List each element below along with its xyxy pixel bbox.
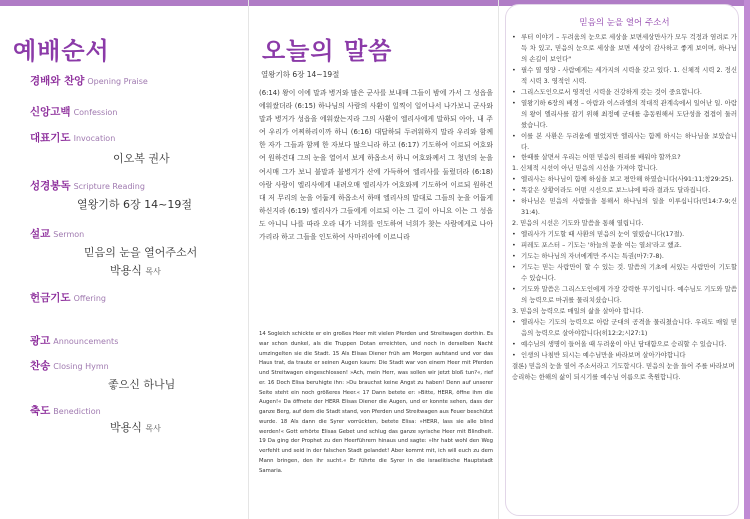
section-opening-praise: 경배와 찬양 Opening Praise [30, 75, 148, 87]
section-invocation: 대표기도 Invocation [30, 132, 116, 144]
sermon-note-point: 1. 신체적 시선이 아닌 믿음의 시선을 가져야 합니다. [512, 164, 658, 173]
sermon-note-bullet: • 한때를 살면서 우리는 어떤 믿음의 원리를 배워야 할까요? [512, 152, 737, 163]
sermon-note-bullet: • 피레도 포스터 – 기도는 '하늘의 문을 여는 열쇠'라고 했죠. [512, 240, 737, 251]
scripture-panel [249, 0, 498, 519]
sermon-note-bullet: • 루터 이야기 – 두려움의 눈으로 세상을 보면세상만사가 모두 걱정과 염려로 가득 차 있고, 믿음의 눈으로 세상을 보면 세상이 감사하고 좋게 보이며, 하나님의 손길이 보인다" [512, 32, 737, 65]
sermon-notes-title: 믿음의 눈을 열어 주소서 [579, 18, 670, 28]
korean-scripture-text: (6:14) 왕이 이에 말과 병거와 많은 군사를 보내매 그들이 밤에 가서 그 성읍을 에워쌌더라 (6:15) 하나님의 사람의 사환이 일찍이 일어나서 나가보니 군사와 말과 병거가 성읍을 에워쌌는지라 그의 사환이 엘리사에게 말하되 아아, 내 주여 우리가 어찌하리이까 하니 (6:16) 대답하되 두려워하지 말라 우리와 함께 한 자가 그들과 함께 한 자보다 많으니라 하고 (6:17) 기도하여 이르되 여호와여 원하건대 그의 눈을 열어서 보게 하옵소서 하니 여호와께서 그 청년의 눈을 여시매 그가 보니 불말과 불병거가 산에 가득하여 엘리사를 둘렀더라 (6:18) 아람 사람이 엘리사에게 내려오매 엘리사가 여호와께 기도하여 이르되 원하건대 저 무리의 눈을 어둡게 하옵소서 하매 엘리사의 말대로 그들의 눈을 어둡게 하신지라 (6:19) 엘리사가 그들에게 이르되 이는 그 길이 아니요 이는 그 성읍도 아니니 나를 따라 오라 내가 너희를 인도하여 너희가 찾는 사람에게로 나아가리라 하고 그들을 인도하여 사마리아에 이르니라 [259, 89, 493, 242]
invocation-person: 이오복 권사 [113, 152, 170, 165]
sermon-notes-list [512, 32, 737, 383]
sermon-note-bullet: • 이를 본 사환은 두려움에 떨었지만 엘리사는 함께 하시는 하나님을 보았습니다. [512, 131, 737, 153]
scripture-panel-reference: 열왕기하 6장 14~19절 [261, 70, 340, 79]
section-offering: 헌금기도 Offering [30, 292, 106, 304]
sermon-note-point: 3. 믿음의 능력으로 매일의 삶을 살아야 합니다. [512, 306, 644, 315]
sermon-preacher: 박용식 목사 [110, 264, 161, 277]
sermon-notes-panel [499, 0, 750, 519]
benediction-person: 박용식 목사 [110, 421, 161, 434]
sermon-note-bullet: • 똑같은 상황이라도 어떤 시선으로 보느냐에 따라 결과도 달라집니다. [512, 185, 737, 196]
section-confession: 신앙고백 Confession [30, 106, 118, 118]
scripture-panel-title: 오늘의 말씀 [262, 37, 393, 65]
sermon-note-bullet: • 그리스도인으로서 영적인 시력을 건강하게 갖는 것이 중요합니다. [512, 87, 737, 98]
sermon-note-bullet: • 하나님은 믿음의 사람들을 통해서 하나님의 일을 이루십니다(민14:7-9;신31:4). [512, 196, 737, 218]
german-scripture-text: 14 Sogleich schickte er ein großes Heer mit vielen Pferden und Streitwagen dorthin. Es war schon dunkel, als die Truppen Dotan erreichten, und noch in derselben Nacht umzingelten sie die Stadt. 15 Als Elisas Diener früh am Morgen aufstand und vor das Haus trat, da traute er seinen Augen kaum: Die Stadt war von einem Heer mit Pferden und Streitwagen eingeschlossen! »Ach, mein Herr, was sollen wir jetzt bloß tun?«, rief er. 16 Doch Elisa beruhigte ihn: »Du brauchst keine Angst zu haben! Denn auf unserer Seite steht ein noch größeres Heer.« 17 Dann betete er: »Bitte, HERR, öffne ihm die Augen!« Da öffnete der HERR Elisas Diener die Augen, und er konnte sehen, dass der ganze Berg, auf dem die Stadt stand, von Pferden und Streitwagen aus Feuer beschützt wurde. 18 Als dann die Syrer vorrückten, betete Elisa: »HERR, lass sie alle blind werden!« Gott erhörte Elisas Gebet und schlug das ganze syrische Heer mit Blindheit. 19 Da ging der Prophet zu den Heerführern hinaus und sagte: »Ihr habt wohl den Weg verfehlt und seid in der falschen Stadt gelandet! Aber kommt mit, ich will euch zu dem Mann bringen, den ihr sucht.« Er führte die Syrer in die israelitische Hauptstadt Samaria. [259, 331, 493, 474]
sermon-title: 믿음의 눈을 열어주소서 [84, 246, 198, 259]
scripture-reference: 열왕기하 6장 14~19절 [77, 198, 192, 211]
sermon-note-point: 2. 믿음의 시선은 기도와 말씀을 통해 열립니다. [512, 219, 644, 228]
sermon-note-bullet: • 엘리사가 기도할 때 사환의 믿음의 눈이 열렸습니다(17절). [512, 229, 737, 240]
sermon-note-bullet: • 예수님의 생명이 들어올 때 두려움이 아닌 담대함으로 승리할 수 있습니다. [512, 339, 737, 350]
section-closing-hymn: 찬송 Closing Hymn [30, 360, 109, 372]
closing-hymn-title: 좋으신 하나님 [108, 378, 176, 391]
sermon-note-bullet: • 기도는 하나님의 자녀에게만 주시는 특권(마7:7-8). [512, 251, 737, 262]
section-announcements: 광고 Announcements [30, 335, 119, 347]
sermon-note-bullet: • 기도와 말씀은 그리스도인에게 가장 강력한 무기입니다. 예수님도 기도와 말씀의 능력으로 마귀를 물리치셨습니다. [512, 284, 737, 306]
section-sermon: 설교 Sermon [30, 228, 85, 240]
section-scripture-reading: 성경봉독 Scripture Reading [30, 180, 145, 192]
sermon-note-bullet: • 인생의 나침반 되시는 예수님만을 바라보며 살아가야합니다 [512, 350, 737, 361]
sermon-note-bullet: • 엘리사는 하나님이 함께 하심을 보고 평안해 하였습니다(사91:11;창29:25). [512, 174, 737, 185]
sermon-note-bullet: • 필수 열 영양 - 사람에게는 세가지의 시력을 갖고 있다. 1. 신체적 시력 2. 정신적 시력 3. 영적인 시력. [512, 65, 737, 87]
sermon-note-bullet: • 엘리사는 기도의 능력으로 아람 군대의 공격을 물리쳤습니다. 우리도 매일 믿음의 능력으로 살아야합니다(히12:2;시27:1) [512, 317, 737, 339]
sermon-note-bullet: • 기도는 믿는 사람만이 할 수 있는 것. 말씀의 기초에 서있는 사람만이 기도할 수 있습니다. [512, 262, 737, 284]
order-of-service-panel [0, 0, 248, 519]
sermon-note-point: 결론) 믿음의 눈을 열어 주소서라고 기도합시다. 믿음의 눈을 들어 주를 바라보며 승리하는 한해의 삶이 되시기를 예수님 이름으로 축원합니다. [512, 361, 735, 381]
section-benediction: 축도 Benediction [30, 405, 101, 417]
sermon-note-bullet: • 열왕기하 6장의 배경 – 아람과 이스라엘의 적대적 관계속에서 일어난 일. 아람의 왕이 엘리사를 잡기 위해 최정예 군대를 총동원해서 도단성을 겹겹이 둘러쌌습니다. [512, 98, 737, 131]
order-title: 예배순서 [13, 37, 110, 65]
right-edge-bar [744, 0, 750, 519]
